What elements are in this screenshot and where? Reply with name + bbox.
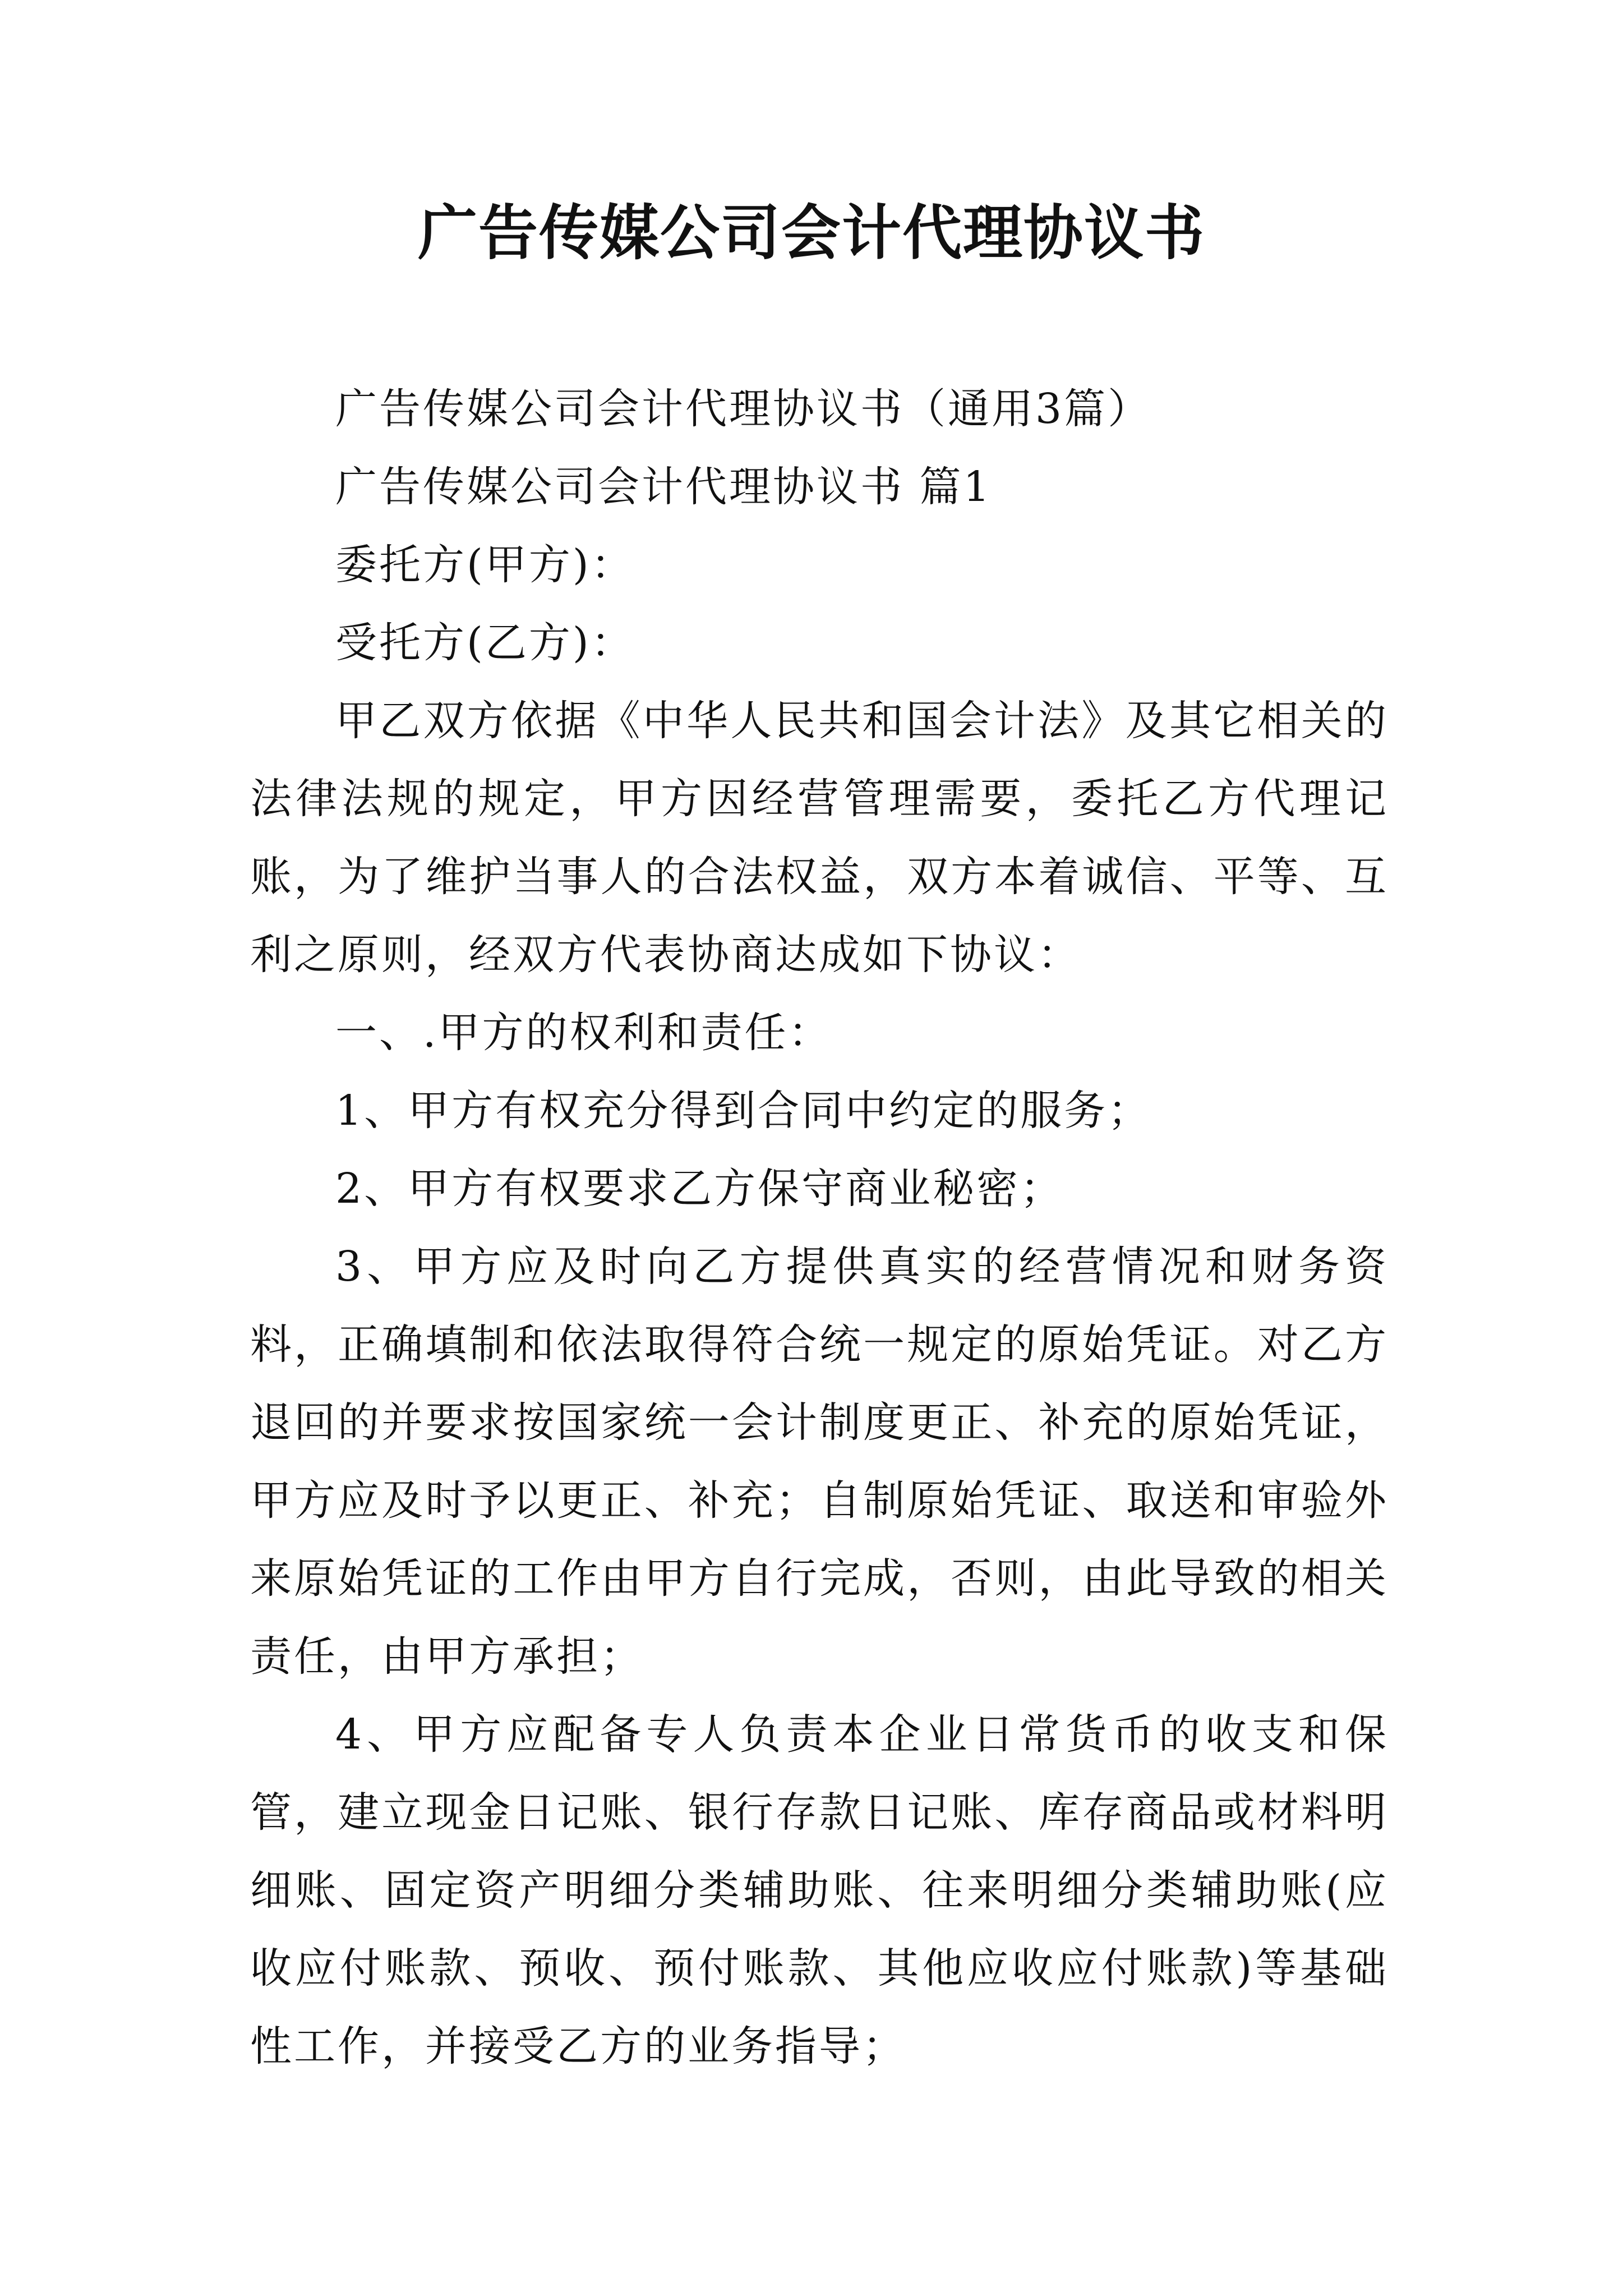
document-title: 广告传媒公司会计代理协议书 [418,197,1205,268]
paragraph-subtitle: 广告传媒公司会计代理协议书（通用3篇） [335,385,1152,433]
paragraph-party-b: 受托方(乙方)： [335,619,635,667]
paragraph-clause-4: 4、甲方应配备专人负责本企业日常货币的收支和保管，建立现金日记账、银行存款日记账、库存商品或材料明细账、固定资产明细分类辅助账、往来明细分类辅助账(应收应付账款、预收、预付账款、其他应收应付账款)等基础性工作，并接受乙方的业务指导； [250,1710,1389,2070]
paragraph-clause-1: 1、甲方有权充分得到合同中约定的服务； [335,1087,1152,1135]
paragraph-section-heading: 广告传媒公司会计代理协议书 篇1 [335,463,992,511]
paragraph-clause-2: 2、甲方有权要求乙方保守商业秘密； [335,1165,1064,1213]
paragraph-clause-heading: 一、.甲方的权利和责任： [335,1009,832,1057]
document-body [250,370,1389,2086]
paragraph-preamble: 甲乙双方依据《中华人民共和国会计法》及其它相关的法律法规的规定，甲方因经营管理需要，委托乙方代理记账，为了维护当事人的合法权益，双方本着诚信、平等、互利之原则，经双方代表协商达成如下协议： [250,697,1389,979]
paragraph-clause-3: 3、甲方应及时向乙方提供真实的经营情况和财务资料，正确填制和依法取得符合统一规定的原始凭证。对乙方退回的并要求按国家统一会计制度更正、补充的原始凭证，甲方应及时予以更正、补充；自制原始凭证、取送和审验外来原始凭证的工作由甲方自行完成，否则，由此导致的相关责任，由甲方承担； [250,1243,1389,1681]
paragraph-party-a: 委托方(甲方)： [335,541,635,589]
